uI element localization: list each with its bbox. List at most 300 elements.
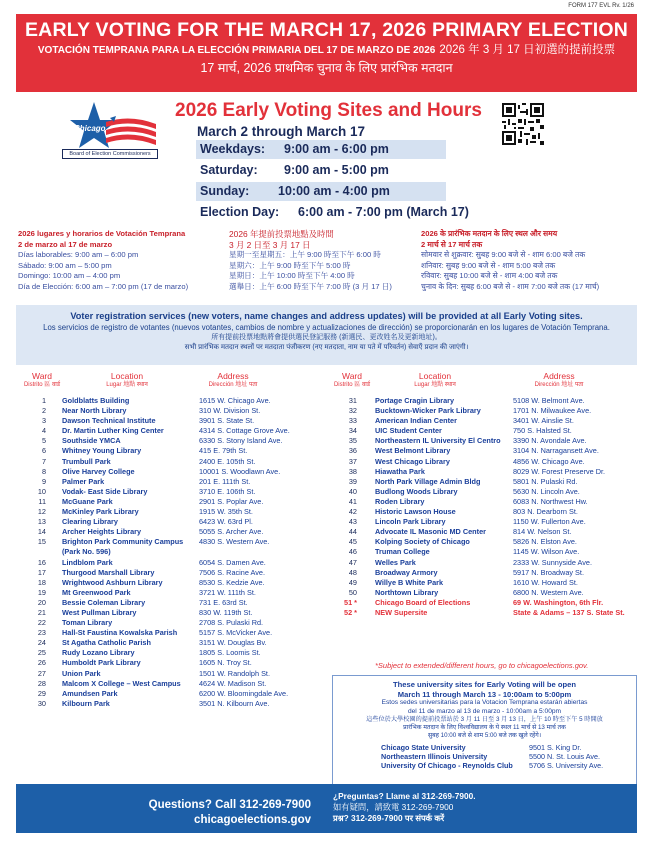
lang-line: Días laborables: 9:00 am – 6:00 pm — [18, 250, 139, 259]
university-site — [333, 752, 636, 761]
ward-address: 6200 W. Bloomingdale Ave. — [199, 688, 289, 698]
lang-line: शनिवार: सुबह 9:00 बजे से - शाम 5:00 बजे तक — [421, 260, 556, 270]
ward-location: Portage Cragin Library — [375, 396, 455, 405]
registration-zh: 所有提前投票地點將會提供選民登記服務 (新選民、更改姓名及更新地址)。 — [211, 334, 442, 341]
university-hi: सुबह 10:00 बजे से शाम 5:00 बजे तक खुले रहेंगे। — [427, 732, 542, 739]
spanish-hours-block — [18, 229, 188, 292]
ward-address: 830 W. 119th St. — [199, 607, 253, 617]
ward-address: 3721 W. 111th St. — [199, 587, 256, 597]
ward-list-right — [333, 396, 639, 618]
ward-row — [22, 457, 322, 467]
ward-address: 4624 W. Madison St. — [199, 678, 267, 688]
ward-number: 50 — [348, 587, 357, 597]
sites-title: 2026 Early Voting Sites and Hours — [175, 100, 482, 121]
col-header-text: Location — [418, 371, 452, 381]
ward-row — [22, 527, 322, 537]
university-name: Chicago State University — [381, 743, 466, 752]
ward-location: Vodak- East Side Library — [62, 486, 148, 496]
col-header-sub: Distrito 區 वार्ड — [333, 382, 371, 388]
ward-location: Hiawatha Park — [375, 466, 425, 476]
ward-row — [333, 457, 639, 467]
logo-label: Board of Election Commissioners — [62, 149, 158, 159]
lang-line: रविवार: सुबह 10:00 बजे से - शाम 4:00 बजे तक — [421, 271, 558, 280]
ward-number: 10 — [37, 486, 46, 496]
ward-address: 1805 S. Loomis St. — [199, 648, 261, 658]
ward-address: 6054 S. Damen Ave. — [199, 557, 266, 567]
col-header-ward-right — [328, 371, 376, 389]
ward-row — [22, 477, 322, 487]
ward-number: 24 — [37, 638, 46, 648]
ward-number: 3 — [41, 416, 46, 426]
ward-address: 1615 W. Chicago Ave. — [199, 396, 271, 405]
university-zh: 這些位於大學校園的提前投票站於 3 月 11 日至 3 月 13 日，上午 10 時至下午 5 時開放 — [366, 716, 603, 723]
col-header-sub: Dirección 地址 पता — [208, 382, 258, 388]
hours-label: Weekdays: — [200, 142, 266, 156]
ward-number: 40 — [348, 486, 357, 496]
ward-location: Kilbourn Park — [62, 698, 110, 708]
ward-row — [333, 507, 639, 517]
ward-location: Palmer Park — [62, 476, 105, 486]
col-header-sub: Lugar 地點 स्थान — [106, 382, 148, 388]
ward-row — [22, 517, 322, 527]
ward-row — [22, 608, 322, 618]
ward-number: 31 — [348, 396, 357, 405]
ward-number: 32 — [348, 406, 357, 416]
col-header-text: Address — [217, 371, 249, 381]
ward-row — [333, 446, 639, 456]
col-header-location-right — [400, 371, 470, 389]
hours-row-saturday — [196, 161, 446, 180]
ward-number: 4 — [41, 426, 46, 436]
ward-address: 3901 S. State St. — [199, 416, 255, 426]
subtitle-es-zh — [16, 42, 637, 59]
ward-number: 22 — [37, 618, 46, 628]
ward-address: 7506 S. Racine Ave. — [199, 567, 265, 577]
ward-address: 10001 S. Woodlawn Ave. — [199, 466, 281, 476]
ward-location: Historic Lawson House — [375, 507, 456, 517]
university-address: 5500 N. St. Louis Ave. — [529, 752, 600, 761]
ward-address: 5157 S. McVicker Ave. — [199, 628, 273, 638]
ward-number: 16 — [37, 557, 46, 567]
ward-number: 44 — [348, 527, 357, 537]
ward-number: 23 — [37, 628, 46, 638]
lang-heading: 2026 के प्रारंभिक मतदान के लिए स्थल और समय — [421, 229, 558, 238]
col-header-sub: Dirección 地址 पता — [534, 382, 584, 388]
ward-address: 415 E. 79th St. — [199, 446, 248, 456]
ward-address: 1605 N. Troy St. — [199, 658, 252, 668]
footer-es: ¿Preguntas? Llame al 312-269-7900. — [333, 791, 476, 801]
ward-number: 5 — [41, 436, 46, 446]
ward-address: State & Adams – 137 S. State St. — [513, 607, 625, 617]
ward-address: 6083 N. Northwest Hw. — [513, 496, 588, 506]
ward-address: 3151 W. Douglas Bv. — [199, 638, 267, 648]
ward-number: 48 — [348, 567, 357, 577]
ward-address: 5917 N. Broadway St. — [513, 567, 584, 577]
university-title: These university sites for Early Voting will be open — [393, 680, 576, 689]
ward-address: 1501 W. Randolph St. — [199, 668, 270, 678]
ward-address: 6330 S. Stony Island Ave. — [199, 436, 283, 446]
ward-row — [22, 446, 322, 456]
ward-address: 4856 W. Chicago Ave. — [513, 456, 585, 466]
ward-row — [22, 396, 322, 406]
lang-line: चुनाव के दिन: सुबह 6:00 बजे से - शाम 7:00 बजे तक (17 मार्च) — [421, 281, 600, 291]
ward-address: 8530 S. Kedzie Ave. — [199, 577, 265, 587]
ward-row — [22, 497, 322, 507]
ward-address: 5801 N. Pulaski Rd. — [513, 476, 578, 486]
ward-number: 18 — [37, 577, 46, 587]
ward-row — [333, 477, 639, 487]
lang-heading: 2026 年提前投票地點及時間 — [229, 229, 334, 239]
ward-row — [333, 558, 639, 568]
logo-city-text: Chicago — [74, 124, 106, 133]
ward-location: American Indian Center — [375, 416, 457, 426]
ward-row — [22, 618, 322, 628]
ward-row — [22, 658, 322, 668]
ward-address: 201 E. 111th St. — [199, 476, 251, 486]
col-header-address-right — [524, 371, 594, 389]
ward-address: 6423 W. 63rd Pl. — [199, 517, 253, 527]
university-hi: प्रारंभिक मतदान के लिए विश्वविद्यालय के ये स्थल 11 मार्च से 13 मार्च तक — [403, 724, 566, 731]
ward-row — [22, 578, 322, 588]
ward-number: 34 — [348, 426, 357, 436]
ward-row — [22, 689, 322, 699]
ward-number: 19 — [37, 587, 46, 597]
university-name: University Of Chicago - Reynolds Club — [381, 761, 513, 770]
ward-location: Northtown Library — [375, 587, 439, 597]
ward-row — [22, 507, 322, 517]
ward-address: 750 S. Halsted St. — [513, 426, 572, 436]
col-header-address-left — [198, 371, 268, 389]
date-range: March 2 through March 17 — [197, 124, 366, 139]
ward-address: 3104 N. Narragansett Ave. — [513, 446, 599, 456]
ward-row — [22, 588, 322, 598]
hours-label: Sunday: — [200, 184, 250, 198]
col-header-sub: Lugar 地點 स्थान — [414, 382, 456, 388]
col-header-text: Ward — [342, 371, 362, 381]
form-id: FORM 177 EVL Rv. 1/26 — [568, 3, 634, 9]
ward-address: 5630 N. Lincoln Ave. — [513, 486, 580, 496]
ward-address: 6800 N. Western Ave. — [513, 587, 584, 597]
hours-value: 9:00 am - 6:00 pm — [284, 142, 389, 156]
ward-row — [333, 497, 639, 507]
col-header-text: Address — [543, 371, 575, 381]
subtitle-zh: 2026 年 3 月 17 日初選的提前投票 — [439, 44, 616, 56]
main-title: EARLY VOTING FOR THE MARCH 17, 2026 PRIMARY ELECTION — [24, 19, 629, 41]
lang-line: 選舉日：上午 6:00 時至下午 7:00 時 (3 月 17 日) — [229, 281, 392, 291]
footer-hi: प्रश्न? 312-269-7900 पर संपर्क करें — [333, 813, 445, 823]
ward-address: 310 W. Division St. — [199, 406, 261, 416]
ward-address: 3390 N. Avondale Ave. — [513, 436, 587, 446]
ward-address: 5826 N. Elston Ave. — [513, 537, 577, 547]
ward-row — [22, 628, 322, 638]
ward-location: Amundsen Park — [62, 688, 118, 698]
ward-address: 3401 W. Ainslie St. — [513, 416, 574, 426]
university-dates: March 11 through March 13 - 10:00am to 5:00pm — [397, 689, 572, 699]
ward-location: Mt Greenwood Park — [62, 587, 131, 597]
ward-row — [22, 638, 322, 648]
ward-number: 36 — [348, 446, 357, 456]
ward-location: Chicago Board of Elections — [375, 597, 471, 607]
ward-location: Kolping Society of Chicago — [375, 537, 470, 547]
ward-number: 49 — [348, 577, 357, 587]
ward-location: Goldblatts Building — [62, 396, 130, 405]
ward-number: 7 — [41, 456, 46, 466]
ward-location: Archer Heights Library — [62, 527, 142, 537]
lang-line: Día de Elección: 6:00 am – 7:00 pm (17 de marzo) — [18, 281, 189, 291]
ward-number: 12 — [37, 507, 46, 517]
university-address: 9501 S. King Dr. — [529, 743, 582, 752]
hours-label: Saturday: — [200, 163, 258, 177]
ward-location: Welles Park — [375, 557, 416, 567]
ward-location: McGuane Park — [62, 496, 113, 506]
hours-row-sunday — [196, 182, 446, 201]
ward-row — [22, 598, 322, 608]
ward-location: Near North Library — [62, 406, 127, 416]
ward-location-line2: (Park No. 596) — [62, 547, 111, 557]
ward-number: 15 — [37, 537, 46, 547]
ward-location: Olive Harvey College — [62, 466, 135, 476]
ward-number: 8 — [41, 466, 46, 476]
col-header-text: Ward — [32, 371, 52, 381]
hours-value: 6:00 am - 7:00 pm (March 17) — [298, 205, 469, 219]
ward-number: 33 — [348, 416, 357, 426]
ward-row — [333, 487, 639, 497]
ward-address: 1915 W. 35th St. — [199, 507, 253, 517]
ward-location: Broadway Armory — [375, 567, 438, 577]
ward-address: 1701 N. Milwaukee Ave. — [513, 406, 592, 416]
ward-row — [333, 547, 639, 557]
ward-number: 35 — [348, 436, 357, 446]
ward-address: 1145 W. Wilson Ave. — [513, 547, 580, 557]
footer-zh: 如有疑問，請致電 312-269-7900 — [333, 802, 454, 812]
lang-line: 星期一至星期五：上午 9:00 時至下午 6:00 時 — [229, 250, 381, 259]
ward-location: St Agatha Catholic Parish — [62, 638, 151, 648]
footer-contact — [149, 798, 311, 828]
ward-row — [22, 416, 322, 426]
ward-location: Lincoln Park Library — [375, 517, 446, 527]
ward-row — [333, 416, 639, 426]
ward-address: 3501 N. Kilbourn Ave. — [199, 698, 270, 708]
lang-line: सोमवार से शुक्रवार: सुबह 9:00 बजे से - शाम 6:00 बजे तक — [421, 250, 586, 259]
ward-number: 13 — [37, 517, 46, 527]
ward-number: 29 — [37, 688, 46, 698]
ward-address: 803 N. Dearborn St. — [513, 507, 578, 517]
ward-address: 3710 E. 106th St. — [199, 486, 256, 496]
ward-number: 46 — [348, 547, 357, 557]
ward-location: Bucktown-Wicker Park Library — [375, 406, 481, 416]
ward-location: Rudy Lozano Library — [62, 648, 135, 658]
university-es: Estos sedes universitarias para la Votacion Temprana estarán abiertas — [381, 699, 588, 706]
hours-value: 9:00 am - 5:00 pm — [284, 163, 389, 177]
ward-location: Clearing Library — [62, 517, 118, 527]
ward-row — [22, 426, 322, 436]
ward-row — [22, 467, 322, 477]
ward-row — [333, 578, 639, 588]
ward-list-left — [22, 396, 322, 709]
col-header-ward-left — [18, 371, 66, 389]
ward-location: Thurgood Marshall Library — [62, 567, 155, 577]
ward-row — [22, 699, 322, 709]
ward-number: 39 — [348, 476, 357, 486]
ward-number: 20 — [37, 597, 46, 607]
ward-location: Toman Library — [62, 618, 113, 628]
university-address: 5706 S. University Ave. — [529, 761, 604, 770]
ward-location: North Park Village Admin Bldg — [375, 476, 481, 486]
ward-number: 14 — [37, 527, 46, 537]
ward-row — [22, 537, 322, 557]
ward-location: Hall-St Faustina Kowalska Parish — [62, 628, 178, 638]
ward-address: 5055 S. Archer Ave. — [199, 527, 264, 537]
ward-number: 21 — [37, 607, 46, 617]
ward-number: 26 — [37, 658, 46, 668]
footer-bar — [16, 784, 637, 833]
ward-location: Whitney Young Library — [62, 446, 142, 456]
extended-hours-note: *Subject to extended/different hours, go to chicagoelections.gov. — [375, 661, 589, 670]
university-site — [333, 761, 636, 770]
col-header-sub: Distrito 區 वार्ड — [23, 382, 61, 388]
hours-row-weekdays — [196, 140, 446, 159]
ward-location: Budlong Woods Library — [375, 486, 458, 496]
ward-location: Trumbull Park — [62, 456, 111, 466]
university-name: Northeastern Illinois University — [381, 752, 488, 761]
ward-address: 814 W. Nelson St. — [513, 527, 572, 537]
ward-address: 2400 E. 105th St. — [199, 456, 256, 466]
registration-en: Voter registration services (new voters, name changes and address updates) will be provided at all Early Voting sites. — [70, 311, 583, 321]
ward-number: 28 — [37, 678, 46, 688]
ward-location: UIC Student Center — [375, 426, 442, 436]
col-header-text: Location — [110, 371, 144, 381]
ward-location: Northeastern IL University El Centro — [375, 436, 501, 446]
hindi-hours-block — [421, 229, 599, 292]
registration-notice — [16, 305, 637, 365]
ward-row — [333, 467, 639, 477]
ward-number: 37 — [348, 456, 357, 466]
ward-number: 43 — [348, 517, 357, 527]
ward-address: 2708 S. Pulaski Rd. — [199, 618, 264, 628]
hours-label: Election Day: — [200, 205, 280, 219]
ward-address: 8029 W. Forest Preserve Dr. — [513, 466, 606, 476]
registration-es: Los servicios de registro de votantes (nuevos votantes, cambios de nombre y actualizaciones de dirección) se proporcionarán en los lugares de Votación Temprana. — [43, 323, 610, 332]
lang-heading: 2026 lugares y horarios de Votación Temprana — [18, 229, 186, 238]
subtitle-hi: 17 मार्च, 2026 प्राथमिक चुनाव के लिए प्रारंभिक मतदान — [200, 61, 453, 75]
ward-location: McKinley Park Library — [62, 507, 139, 517]
title-banner — [16, 14, 637, 92]
ward-number: 25 — [37, 648, 46, 658]
ward-location: West Chicago Library — [375, 456, 450, 466]
ward-address: 1150 W. Fullerton Ave. — [513, 517, 586, 527]
ward-row — [333, 598, 639, 608]
ward-number: 1 — [41, 396, 46, 405]
ward-row — [333, 537, 639, 547]
ward-number: 45 — [348, 537, 357, 547]
ward-address: 2901 S. Poplar Ave. — [199, 496, 264, 506]
ward-number: 17 — [37, 567, 46, 577]
hours-value: 10:00 am - 4:00 pm — [278, 184, 390, 198]
ward-location: Lindblom Park — [62, 557, 113, 567]
ward-location: Wrightwood Ashburn Library — [62, 577, 163, 587]
lang-line: Domingo: 10:00 am – 4:00 pm — [18, 271, 121, 280]
ward-row — [333, 517, 639, 527]
ward-row — [333, 527, 639, 537]
ward-address: 4830 S. Western Ave. — [199, 537, 270, 547]
ward-location: Willye B White Park — [375, 577, 444, 587]
footer-phone[interactable]: Questions? Call 312-269-7900 — [148, 799, 311, 811]
ward-row — [333, 406, 639, 416]
ward-address: 2333 W. Sunnyside Ave. — [513, 557, 592, 567]
ward-row — [333, 436, 639, 446]
ward-number: 38 — [348, 466, 357, 476]
lang-date-range: 2 मार्च से 17 मार्च तक — [421, 239, 483, 249]
ward-location: NEW Supersite — [375, 607, 428, 617]
university-es: del 11 de marzo al 13 de marzo - 10:00am a 5:00pm — [407, 707, 562, 715]
ward-location: Advocate IL Masonic MD Center — [375, 527, 486, 537]
ward-row — [22, 669, 322, 679]
ward-location: Dawson Technical Institute — [62, 416, 156, 426]
ward-address: 69 W. Washington, 6th Flr. — [513, 597, 604, 607]
ward-row — [22, 487, 322, 497]
hours-row-election-day — [196, 203, 469, 222]
footer-website-link[interactable]: chicagoelections.gov — [194, 814, 311, 826]
chinese-hours-block — [229, 229, 392, 292]
ward-number: 11 — [38, 496, 46, 506]
ward-number: 52 * — [344, 607, 357, 617]
ward-row — [333, 426, 639, 436]
ward-location: Union Park — [62, 668, 101, 678]
ward-number: 47 — [348, 557, 357, 567]
ward-number: 42 — [348, 507, 357, 517]
ward-location: Dr. Martin Luther King Center — [62, 426, 164, 436]
ward-address: 731 E. 63rd St. — [199, 597, 248, 607]
ward-number: 30 — [37, 698, 46, 708]
ward-row — [333, 588, 639, 598]
ward-number: 41 — [348, 496, 357, 506]
ward-number: 9 — [41, 476, 46, 486]
qr-code-icon — [502, 103, 544, 145]
registration-hi: सभी प्रारंभिक मतदान स्थलों पर मतदाता पंजीकरण (नए मतदाता, नाम या पते में परिवर्तन) सेवाएँ प्रदान की जाएंगी। — [184, 344, 469, 351]
lang-line: 星期日：上午 10:00 時至下午 4:00 時 — [229, 271, 355, 280]
ward-location: Southside YMCA — [62, 436, 121, 446]
ward-row — [22, 436, 322, 446]
ward-number: 27 — [37, 668, 46, 678]
ward-location: Malcom X College – West Campus — [62, 678, 181, 688]
ward-location: Truman College — [375, 547, 430, 557]
ward-location: Roden Library — [375, 496, 425, 506]
ward-address: 4314 S. Cottage Grove Ave. — [199, 426, 290, 436]
lang-date-range: 3 月 2 日至 3 月 17 日 — [229, 239, 311, 250]
ward-row — [22, 679, 322, 689]
ward-number: 6 — [41, 446, 46, 456]
ward-location: Brighton Park Community Campus — [62, 537, 184, 547]
footer-translations — [333, 791, 476, 824]
ward-row — [333, 396, 639, 406]
university-site — [333, 743, 636, 752]
ward-number: 2 — [41, 406, 46, 416]
ward-address: 1610 W. Howard St. — [513, 577, 578, 587]
subtitle-es: VOTACIÓN TEMPRANA PARA LA ELECCIÓN PRIMARIA DEL 17 DE MARZO DE 2026 — [37, 45, 436, 56]
ward-location: West Pullman Library — [62, 607, 137, 617]
ward-address: 5108 W. Belmont Ave. — [513, 396, 585, 405]
ward-row — [22, 648, 322, 658]
ward-row — [22, 568, 322, 578]
lang-date-range: 2 de marzo al 17 de marzo — [18, 239, 113, 249]
lang-line: 星期六：上午 9:00 時至下午 5:00 時 — [229, 260, 351, 270]
col-header-location-left — [92, 371, 162, 389]
lang-line: Sábado: 9:00 am – 5:00 pm — [18, 260, 112, 270]
ward-location: Humboldt Park Library — [62, 658, 141, 668]
ward-row — [333, 608, 639, 618]
ward-number: 51 * — [344, 597, 357, 607]
ward-row — [22, 406, 322, 416]
